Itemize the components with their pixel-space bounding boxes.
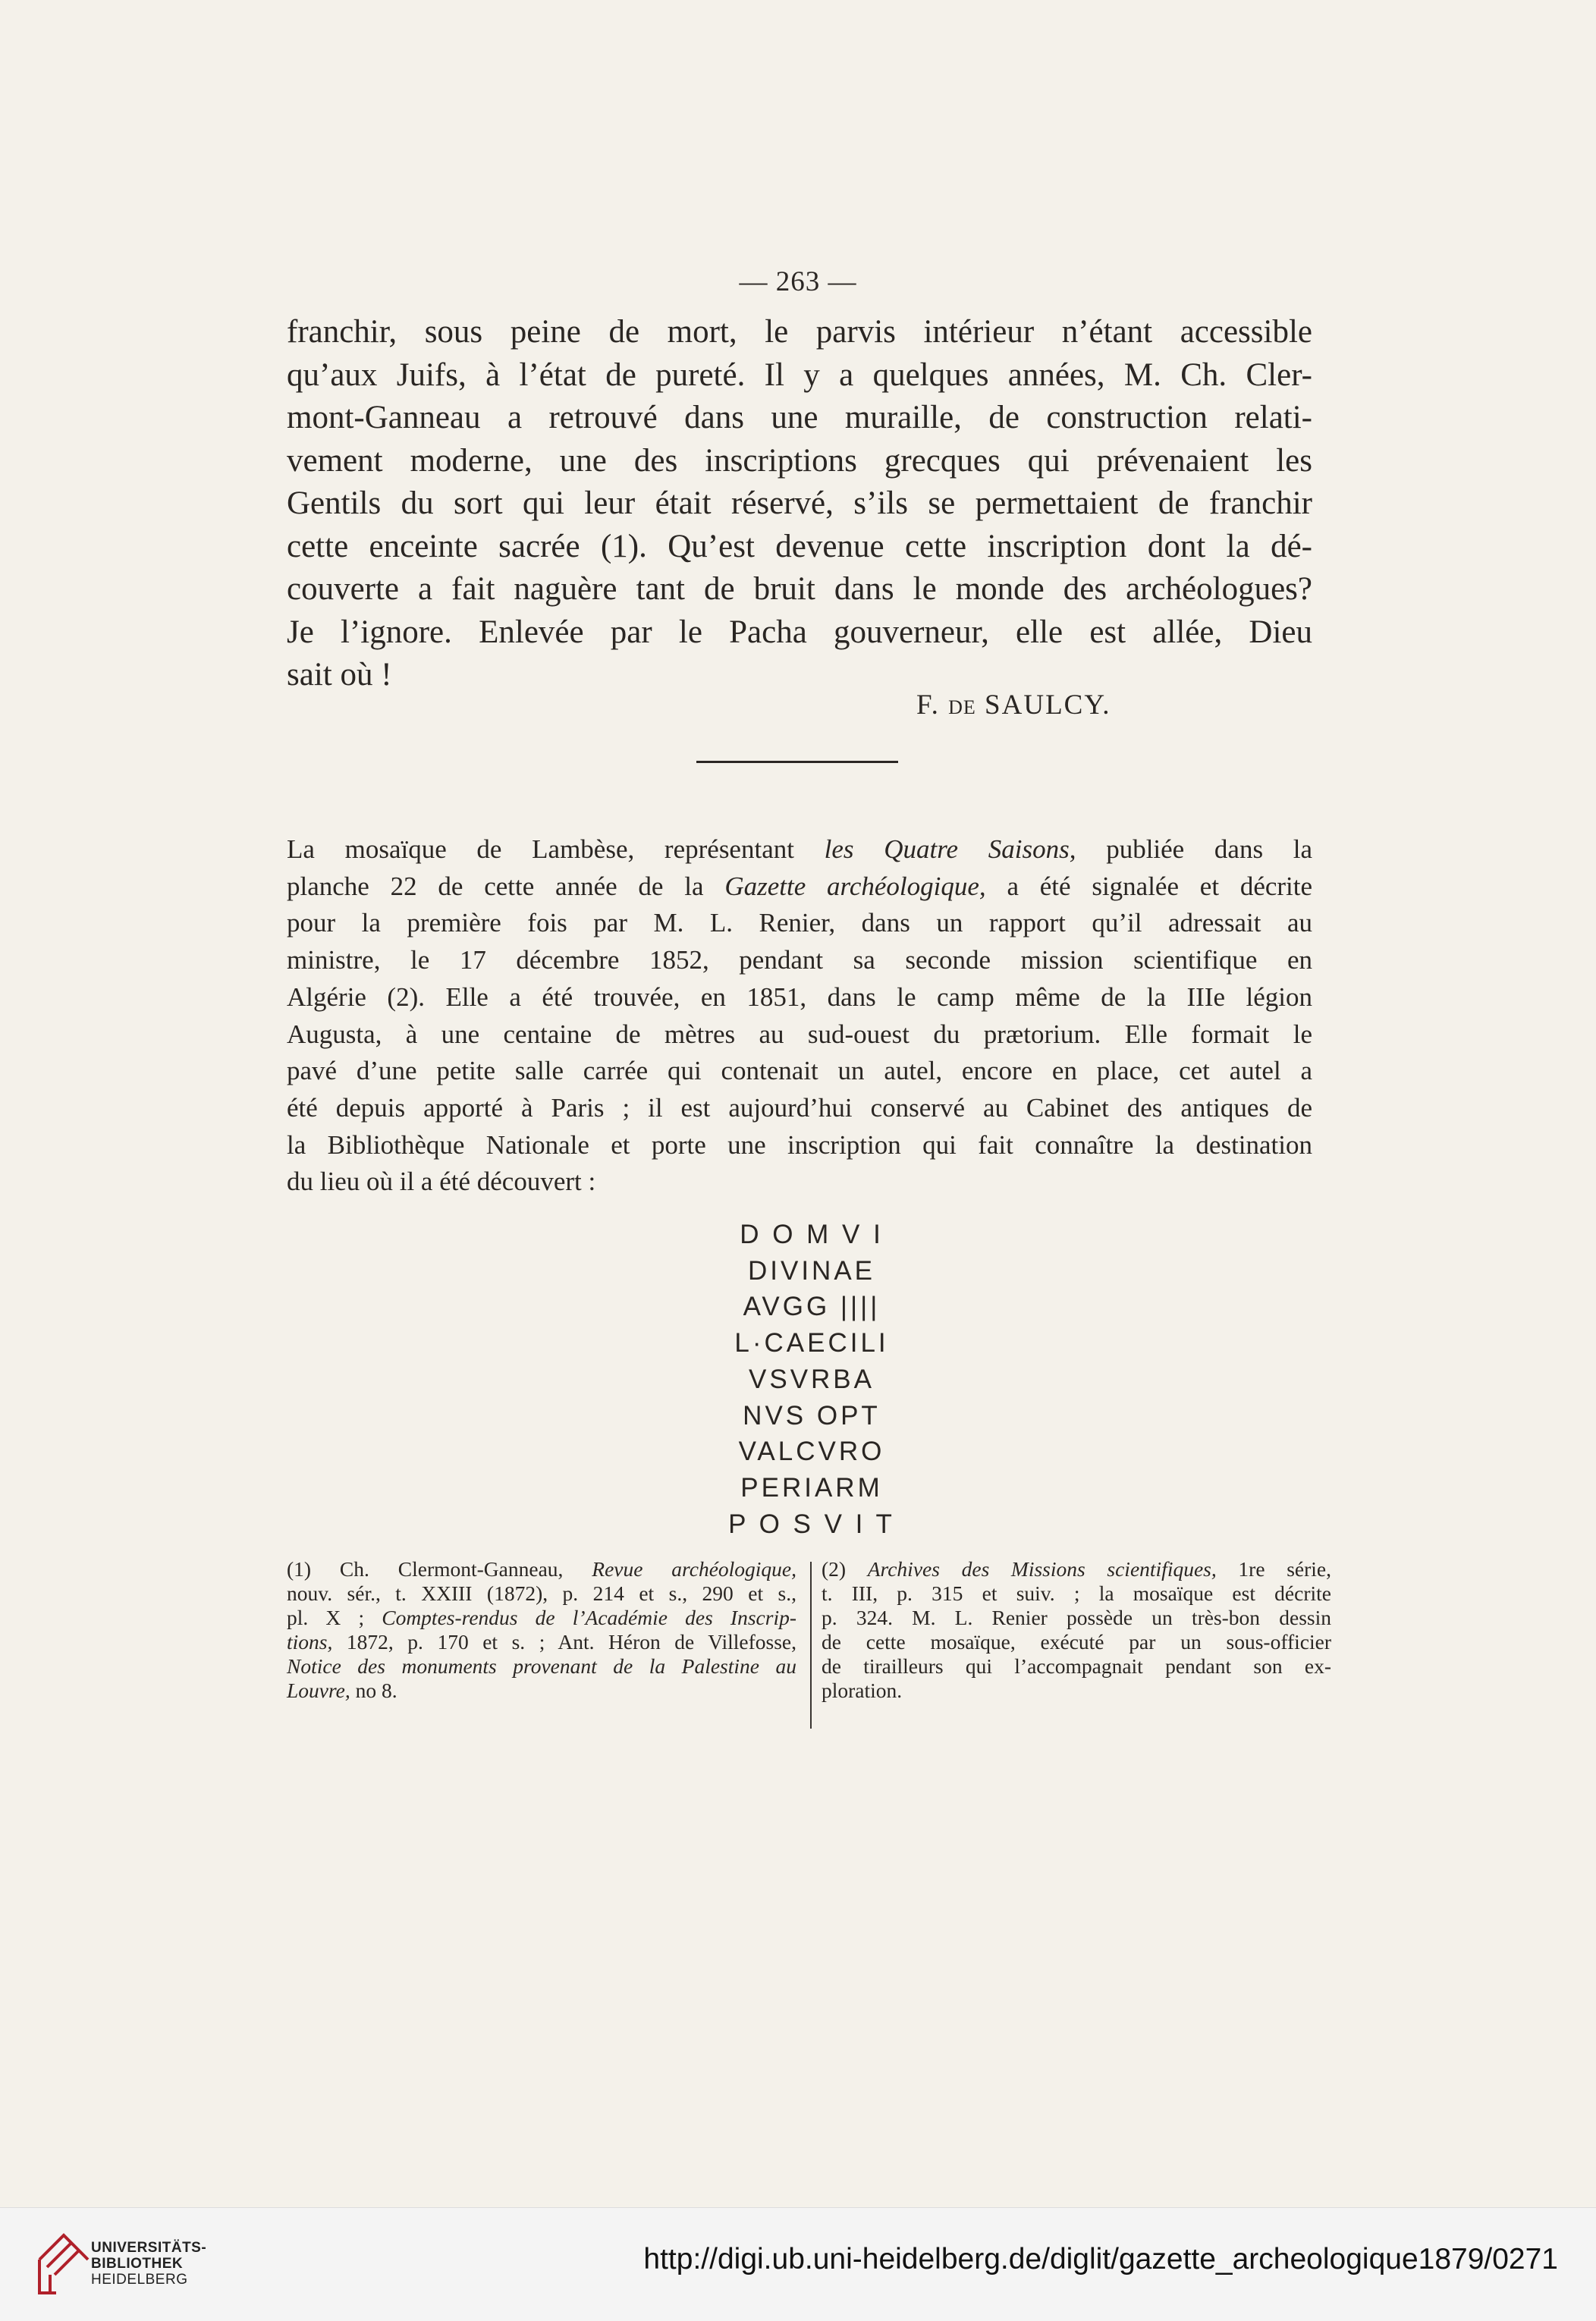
text-line: cette enceinte sacrée (1). Qu’est devenue cette inscription dont la dé-	[287, 528, 1312, 564]
source-url-link[interactable]: http://digi.ub.uni-heidelberg.de/diglit/gazette_archeologique1879/0271	[643, 2243, 1558, 2275]
text-line: du lieu où il a été découvert :	[287, 1167, 596, 1197]
inscription-line: P O S V I T	[728, 1509, 895, 1539]
text-line: Gentils du sort qui leur était réservé, s’ils se permettaient de franchir	[287, 485, 1312, 521]
paragraph-continuation	[287, 311, 1312, 697]
latin-inscription	[713, 1217, 910, 1542]
signature-name: SAULCY.	[985, 689, 1111, 721]
text-line: Algérie (2). Elle a été trouvée, en 1851, dans le camp même de la IIIe légion	[287, 981, 1312, 1012]
text-line: Augusta, à une centaine de mètres au sud-ouest du prætorium. Elle formait le	[287, 1019, 1312, 1049]
inscription-line: D O M V I	[740, 1220, 884, 1249]
library-logo-text: UNIVERSITÄTS- BIBLIOTHEK HEIDELBERG	[91, 2240, 207, 2288]
text-line: ministre, le 17 décembre 1852, pendant sa seconde mission scientifique en	[287, 945, 1312, 975]
inscription-line: VSVRBA	[749, 1364, 875, 1394]
author-signature	[916, 689, 1111, 721]
section-divider	[696, 761, 898, 763]
text-line: qu’aux Juifs, à l’état de pureté. Il y a quelques années, M. Ch. Cler-	[287, 356, 1312, 393]
inscription-line: AVGG ||||	[743, 1292, 881, 1322]
text-line: la Bibliothèque Nationale et porte une inscription qui fait connaître la destination	[287, 1129, 1312, 1160]
footnote-divider	[810, 1562, 812, 1729]
inscription-line: VALCVRO	[738, 1437, 885, 1467]
signature-initial: F.	[916, 689, 940, 721]
footnotes	[287, 1557, 1331, 1739]
text-line: franchir, sous peine de mort, le parvis intérieur n’étant accessible	[287, 314, 1312, 350]
footer-bar	[0, 2207, 1596, 2321]
text-line: couverte a fait naguère tant de bruit dans le monde des archéologues?	[287, 571, 1312, 607]
text-line: sait où !	[287, 657, 392, 693]
inscription-line: NVS OPT	[743, 1400, 881, 1431]
inscription-line: DIVINAE	[747, 1255, 876, 1286]
inscription-line: L·CAECILI	[734, 1328, 889, 1358]
text-line: pour la première fois par M. L. Renier, dans un rapport qu’il adressait au	[287, 908, 1312, 938]
paragraph-mosaic	[287, 831, 1312, 1201]
page-number: — 263 —	[739, 266, 857, 297]
footnote-1: (1) Ch. Clermont-Ganneau, Revue archéologique, nouv. sér., t. XXIII (1872), p. 214 et s., 290 et s., pl. X ; Comptes-rendus de l’Académie des Inscrip- tions, 1872, p. 170 et s. ; Ant. Héron de Villefosse, Notice des monuments provenant de la Palestine au Louvre, no 8.	[287, 1557, 797, 1702]
text-line: La mosaïque de Lambèse, représentant les Quatre Saisons, publiée dans la	[287, 834, 1313, 864]
text-line: vement moderne, une des inscriptions grecques qui prévenaient les	[287, 442, 1312, 479]
footnote-2: (2) Archives des Missions scientifiques, 1re série, t. III, p. 315 et suiv. ; la mosaïque est décrite p. 324. M. L. Renier possède un très-bon dessin de cette mosaïque, exécuté par un sous-officier de tirailleurs qui l’accompagnait pendant son ex- ploration.	[822, 1557, 1331, 1702]
text-line: été depuis apporté à Paris ; il est aujourd’hui conservé au Cabinet des antiques de	[287, 1092, 1312, 1123]
text-line: planche 22 de cette année de la Gazette archéologique, a été signalée et décrite	[287, 871, 1313, 901]
text-line: Je l’ignore. Enlevée par le Pacha gouverneur, elle est allée, Dieu	[287, 614, 1312, 650]
library-logo-icon	[33, 2229, 94, 2297]
signature-particle: DE	[948, 696, 976, 718]
text-line: mont-Ganneau a retrouvé dans une muraille, de construction relati-	[287, 400, 1312, 435]
text-line: pavé d’une petite salle carrée qui contenait un autel, encore en place, cet autel a	[287, 1056, 1312, 1086]
inscription-line: PERIARM	[740, 1472, 883, 1503]
